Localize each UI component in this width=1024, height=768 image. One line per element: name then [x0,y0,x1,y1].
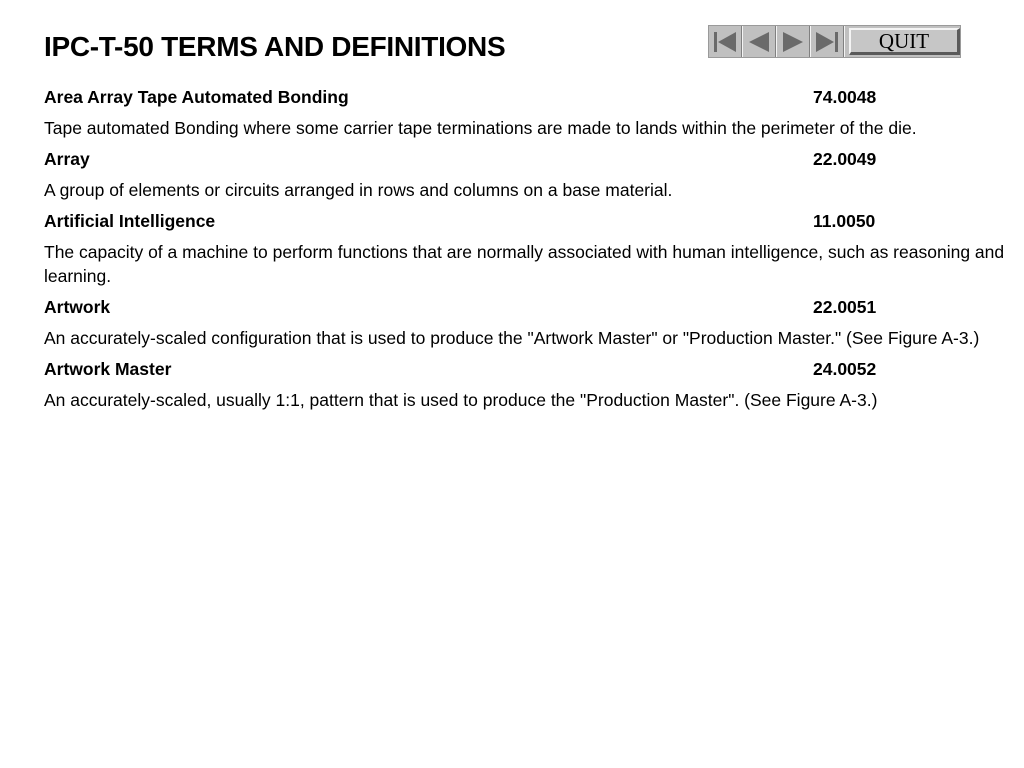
term-heading [44,85,1006,109]
last-page-icon [814,31,840,53]
term-definition: An accurately-scaled, usually 1:1, pattern that is used to produce the "Production Master". (See Figure A-3.) [44,390,878,410]
term-name: Array [44,149,90,169]
term-code: 74.0048 [813,87,877,107]
term-entry [44,85,1006,140]
previous-page-icon [746,31,772,53]
term-definition: Tape automated Bonding where some carrier tape terminations are made to lands within the perimeter of the die. [44,118,917,138]
next-page-icon [780,31,806,53]
toolbar-divider [843,26,845,57]
term-code: 22.0049 [813,149,877,169]
term-definition: An accurately-scaled configuration that is used to produce the "Artwork Master" or "Production Master." (See Figure A-3.) [44,328,980,348]
previous-page-button[interactable] [743,26,775,57]
term-name: Area Array Tape Automated Bonding [44,87,349,107]
quit-button[interactable]: QUIT [849,28,960,55]
first-page-button[interactable] [709,26,741,57]
term-code: 22.0051 [813,297,877,317]
last-page-button[interactable] [811,26,843,57]
term-entry [44,357,1006,412]
navigation-toolbar [708,25,961,58]
term-entry [44,295,1006,350]
term-heading [44,357,1006,381]
term-definition: A group of elements or circuits arranged in rows and columns on a base material. [44,180,673,200]
term-entry [44,147,1006,202]
term-name: Artwork [44,297,111,317]
page-title: IPC-T-50 TERMS AND DEFINITIONS [44,31,506,62]
next-page-button[interactable] [777,26,809,57]
term-heading [44,209,1006,233]
terms-list [44,85,1006,419]
term-name: Artwork Master [44,359,172,379]
term-definition: The capacity of a machine to perform functions that are normally associated with human intelligence, such as reasoning and learning. [44,242,1005,286]
term-entry [44,209,1006,288]
term-heading [44,147,1006,171]
term-code: 24.0052 [813,359,877,379]
term-name: Artificial Intelligence [44,211,216,231]
term-code: 11.0050 [813,211,876,231]
term-heading [44,295,1006,319]
first-page-icon [712,31,738,53]
